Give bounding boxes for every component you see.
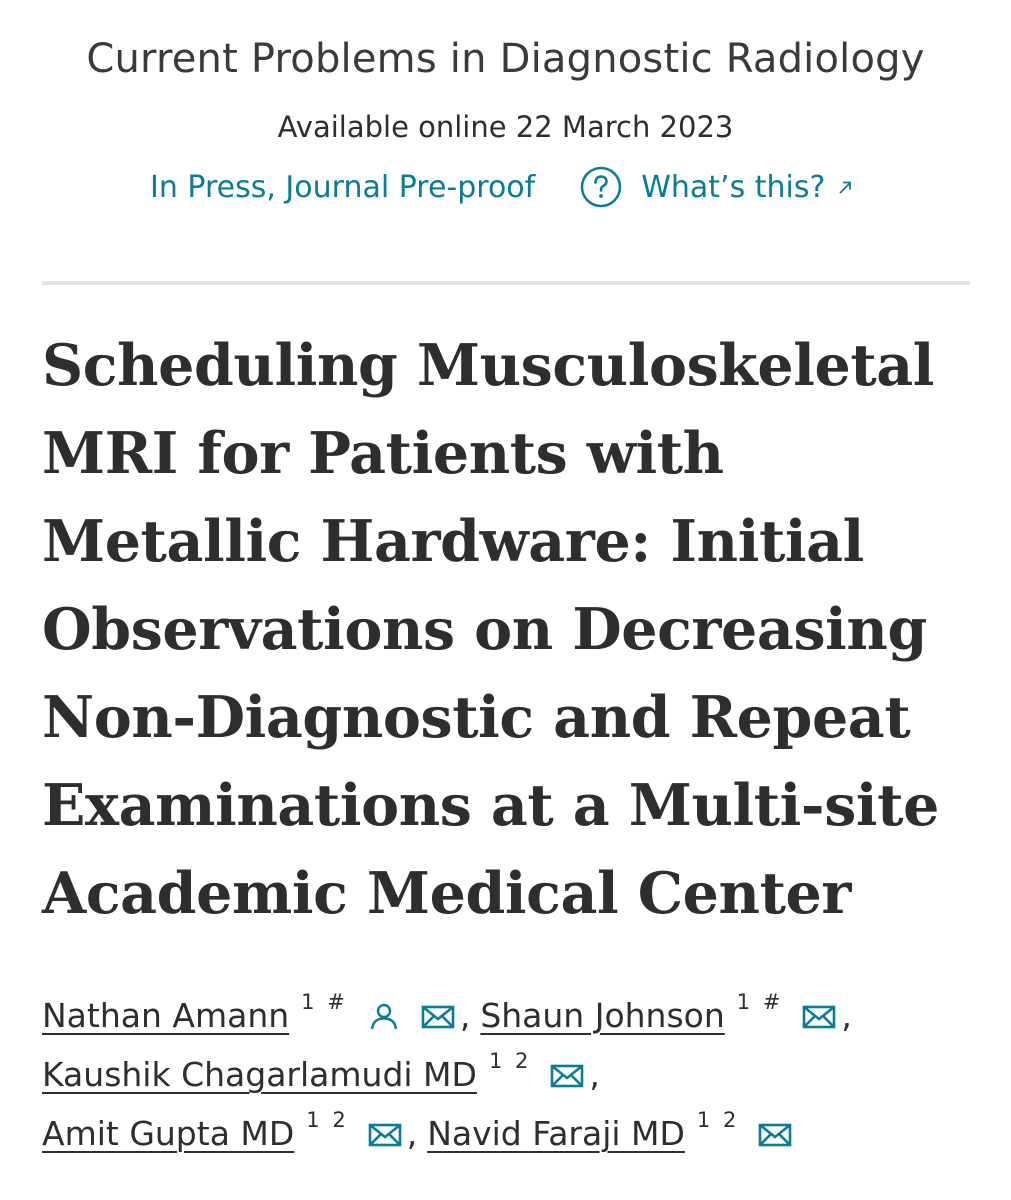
journal-title[interactable]: Current Problems in Diagnostic Radiology: [86, 36, 925, 82]
author-affiliation: 1 2: [696, 1108, 740, 1132]
author-affiliation: 1 #: [301, 990, 348, 1014]
status-row: [150, 164, 855, 210]
author-shaun-johnson[interactable]: Shaun Johnson: [480, 996, 725, 1035]
author-affiliation: 1 #: [736, 990, 784, 1014]
press-status-link[interactable]: In Press, Journal Pre-proof: [150, 169, 536, 205]
author-affiliation: 1 2: [488, 1049, 532, 1073]
author-list: [42, 986, 982, 1163]
article-title: Scheduling Musculoskeletal MRI for Patients with Metallic Hardware: Initial Observations on Decreasing Non-Diagnostic and Repeat Examinations at a Multi-site Academic Medical Center: [42, 332, 939, 927]
author-separator: ,: [589, 1055, 600, 1094]
author-line-2: [42, 1045, 982, 1104]
author-affiliation: 1 2: [306, 1108, 349, 1132]
external-arrow-icon: [835, 177, 855, 197]
author-separator: ,: [406, 1114, 418, 1153]
envelope-icon[interactable]: [420, 1001, 456, 1031]
envelope-icon[interactable]: [801, 1001, 837, 1031]
envelope-icon[interactable]: [367, 1119, 403, 1149]
author-separator: ,: [841, 996, 852, 1035]
envelope-icon[interactable]: [757, 1119, 793, 1149]
whats-this-link[interactable]: What’s this?: [641, 169, 826, 205]
availability-date: Available online 22 March 2023: [277, 110, 734, 144]
author-line-3: [42, 1104, 982, 1163]
author-kaushik-chagarlamudi[interactable]: Kaushik Chagarlamudi MD: [42, 1055, 477, 1094]
author-separator: ,: [459, 996, 471, 1035]
person-icon[interactable]: [366, 1001, 402, 1031]
author-amit-gupta[interactable]: Amit Gupta MD: [42, 1114, 295, 1153]
section-divider: [42, 281, 970, 285]
author-navid-faraji[interactable]: Navid Faraji MD: [427, 1114, 685, 1153]
author-nathan-amann[interactable]: Nathan Amann: [42, 996, 290, 1035]
question-circle-icon[interactable]: [579, 165, 623, 209]
envelope-icon[interactable]: [549, 1060, 585, 1090]
